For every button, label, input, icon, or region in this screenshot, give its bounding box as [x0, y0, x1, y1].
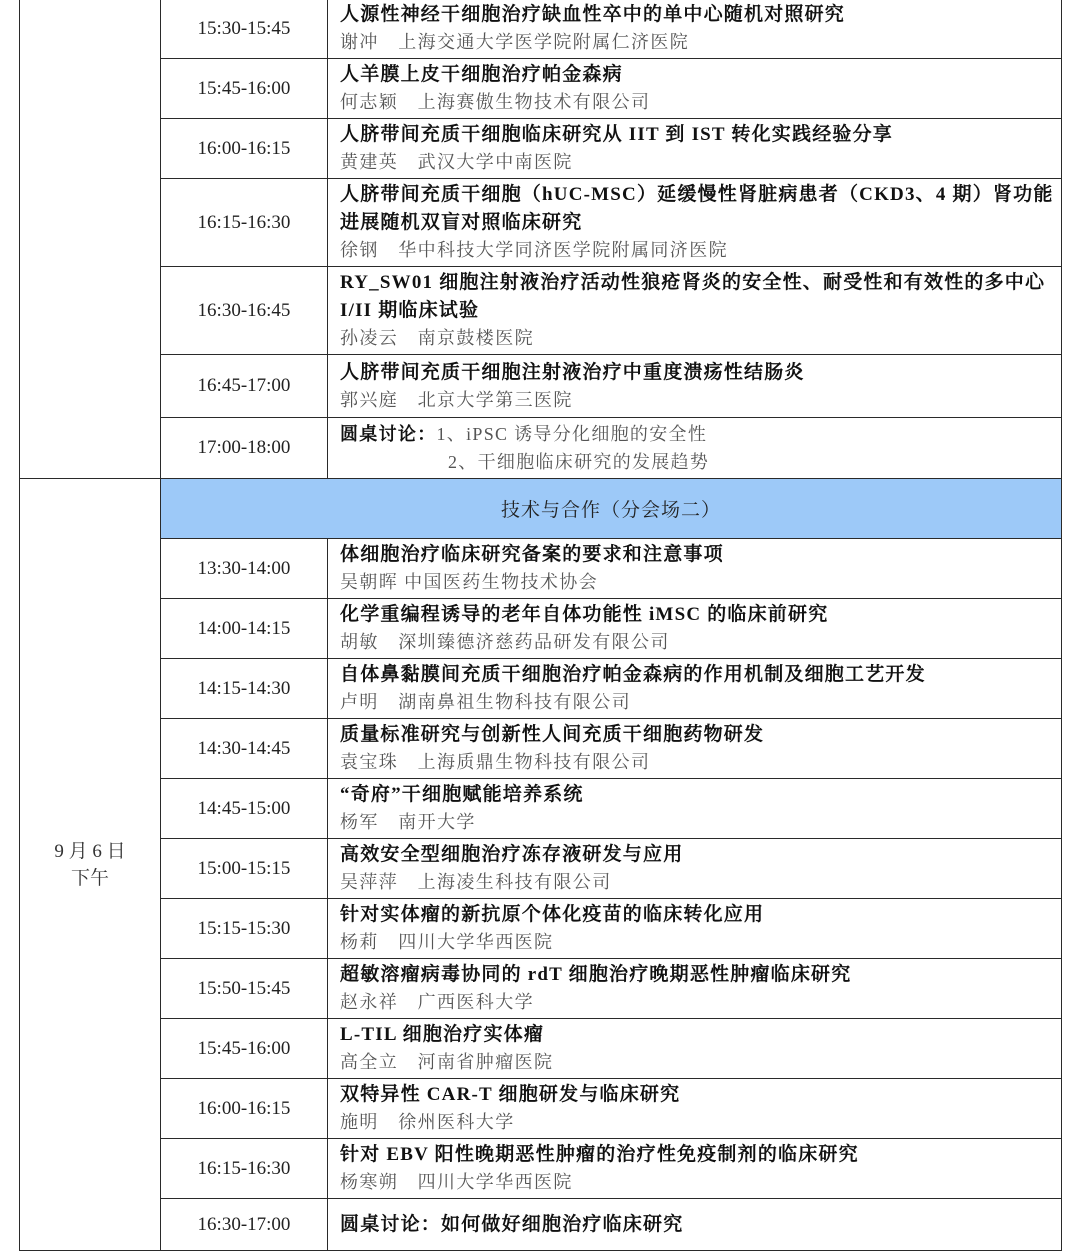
session-speaker: 孙凌云 南京鼓楼医院	[340, 328, 534, 348]
roundtable-title: 圆桌讨论：如何做好细胞治疗临床研究	[340, 1213, 684, 1235]
time-cell: 15:30-15:45	[161, 0, 328, 59]
session-cell	[328, 1019, 1062, 1079]
table-row	[20, 839, 1062, 899]
session-cell	[328, 267, 1062, 355]
time-cell: 13:30-14:00	[161, 539, 328, 599]
session-cell	[328, 719, 1062, 779]
session-cell	[328, 119, 1062, 179]
table-row	[20, 418, 1062, 479]
table-row	[20, 267, 1062, 355]
discussion-label: 圆桌讨论：	[340, 424, 437, 444]
session-cell	[328, 779, 1062, 839]
session-title: 自体鼻黏膜间充质干细胞治疗帕金森病的作用机制及细胞工艺开发	[340, 664, 926, 685]
agenda-sheet	[19, 0, 1061, 1251]
discussion-line-2	[340, 448, 1061, 476]
time-cell: 14:45-15:00	[161, 779, 328, 839]
table-row	[20, 59, 1062, 119]
session-title: 人脐带间充质干细胞（hUC-MSC）延缓慢性肾脏病患者（CKD3、4 期）肾功能进展随机双盲对照临床研究	[340, 184, 1054, 233]
session-title: 人源性神经干细胞治疗缺血性卒中的单中心随机对照研究	[340, 4, 846, 25]
date-label: 9 月 6 日	[54, 840, 126, 862]
discussion-topic-1: 1、iPSC 诱导分化细胞的安全性	[436, 424, 708, 444]
session-title: 化学重编程诱导的老年自体功能性 iMSC 的临床前研究	[340, 604, 829, 625]
time-cell: 14:30-14:45	[161, 719, 328, 779]
time-cell: 16:15-16:30	[161, 179, 328, 267]
session-cell	[328, 355, 1062, 418]
table-row	[20, 119, 1062, 179]
table-row	[20, 1019, 1062, 1079]
session-title: 双特异性 CAR-T 细胞研发与临床研究	[340, 1084, 681, 1105]
date-cell-previous	[20, 0, 161, 479]
session-cell	[328, 599, 1062, 659]
agenda-table	[19, 0, 1062, 1251]
table-row	[20, 179, 1062, 267]
session-cell	[328, 839, 1062, 899]
session-speaker: 杨莉 四川大学华西医院	[340, 932, 554, 952]
session-cell	[328, 0, 1062, 59]
session-speaker: 施明 徐州医科大学	[340, 1112, 515, 1132]
session-title: 针对实体瘤的新抗原个体化疫苗的临床转化应用	[340, 904, 765, 925]
table-row	[20, 1199, 1062, 1251]
session-speaker: 何志颖 上海赛傲生物技术有限公司	[340, 92, 651, 112]
time-cell: 16:30-16:45	[161, 267, 328, 355]
session-speaker: 杨军 南开大学	[340, 812, 476, 832]
period-label: 下午	[70, 867, 109, 889]
table-row	[20, 779, 1062, 839]
time-cell: 15:45-16:00	[161, 59, 328, 119]
time-cell: 16:45-17:00	[161, 355, 328, 418]
session-speaker: 吴朝晖 中国医药生物技术协会	[340, 572, 599, 592]
session-speaker: 谢冲 上海交通大学医学院附属仁济医院	[340, 32, 690, 52]
table-row	[20, 959, 1062, 1019]
session-title: 质量标准研究与创新性人间充质干细胞药物研发	[340, 724, 765, 745]
session-title: “奇府”干细胞赋能培养系统	[340, 784, 584, 805]
session-speaker: 杨寒朔 四川大学华西医院	[340, 1172, 573, 1192]
session-title: 高效安全型细胞治疗冻存液研发与应用	[340, 844, 684, 865]
session-cell	[328, 1199, 1062, 1251]
discussion-topic-2: 2、干细胞临床研究的发展趋势	[448, 452, 710, 472]
session-cell	[328, 1079, 1062, 1139]
date-cell	[20, 479, 161, 1251]
session-cell	[328, 899, 1062, 959]
session-speaker: 黄建英 武汉大学中南医院	[340, 152, 573, 172]
session-speaker: 卢明 湖南鼻祖生物科技有限公司	[340, 692, 631, 712]
time-cell: 15:45-16:00	[161, 1019, 328, 1079]
section-band-title: 技术与合作（分会场二）	[161, 479, 1062, 539]
session-speaker: 吴萍萍 上海凌生科技有限公司	[340, 872, 612, 892]
table-row	[20, 599, 1062, 659]
table-row	[20, 1139, 1062, 1199]
time-cell: 15:00-15:15	[161, 839, 328, 899]
time-cell: 16:00-16:15	[161, 1079, 328, 1139]
session-speaker: 胡敏 深圳臻德济慈药品研发有限公司	[340, 632, 670, 652]
session-title: 体细胞治疗临床研究备案的要求和注意事项	[340, 544, 724, 565]
time-cell: 14:00-14:15	[161, 599, 328, 659]
session-cell	[328, 1139, 1062, 1199]
session-cell	[328, 659, 1062, 719]
session-speaker: 徐钢 华中科技大学同济医学院附属同济医院	[340, 240, 728, 260]
session-title: 针对 EBV 阳性晚期恶性肿瘤的治疗性免疫制剂的临床研究	[340, 1144, 859, 1165]
table-row	[20, 899, 1062, 959]
time-cell: 15:50-15:45	[161, 959, 328, 1019]
time-cell: 16:00-16:15	[161, 119, 328, 179]
table-row	[20, 539, 1062, 599]
session-cell	[328, 539, 1062, 599]
session-title: 人羊膜上皮干细胞治疗帕金森病	[340, 64, 623, 85]
session-cell	[328, 179, 1062, 267]
table-row	[20, 1079, 1062, 1139]
session-title: RY_SW01 细胞注射液治疗活动性狼疮肾炎的安全性、耐受性和有效性的多中心 I/II 期临床试验	[340, 272, 1046, 321]
table-row	[20, 719, 1062, 779]
time-cell: 17:00-18:00	[161, 418, 328, 479]
discussion-line-1	[340, 420, 1061, 448]
session-speaker: 袁宝珠 上海质鼎生物科技有限公司	[340, 752, 651, 772]
time-cell: 15:15-15:30	[161, 899, 328, 959]
session-title: 人脐带间充质干细胞临床研究从 IIT 到 IST 转化实践经验分享	[340, 124, 894, 145]
session-speaker: 高全立 河南省肿瘤医院	[340, 1052, 554, 1072]
table-row	[20, 355, 1062, 418]
session-speaker: 郭兴庭 北京大学第三医院	[340, 389, 573, 410]
time-cell: 14:15-14:30	[161, 659, 328, 719]
section-band-row	[20, 479, 1062, 539]
table-row	[20, 659, 1062, 719]
session-cell	[328, 959, 1062, 1019]
discussion-cell	[328, 418, 1062, 479]
time-cell: 16:30-17:00	[161, 1199, 328, 1251]
session-title: 人脐带间充质干细胞注射液治疗中重度溃疡性结肠炎	[340, 361, 805, 383]
time-cell: 16:15-16:30	[161, 1139, 328, 1199]
session-speaker: 赵永祥 广西医科大学	[340, 992, 534, 1012]
session-cell	[328, 59, 1062, 119]
session-title: L-TIL 细胞治疗实体瘤	[340, 1024, 545, 1045]
table-row	[20, 0, 1062, 59]
session-title: 超敏溶瘤病毒协同的 rdT 细胞治疗晚期恶性肿瘤临床研究	[340, 964, 852, 985]
